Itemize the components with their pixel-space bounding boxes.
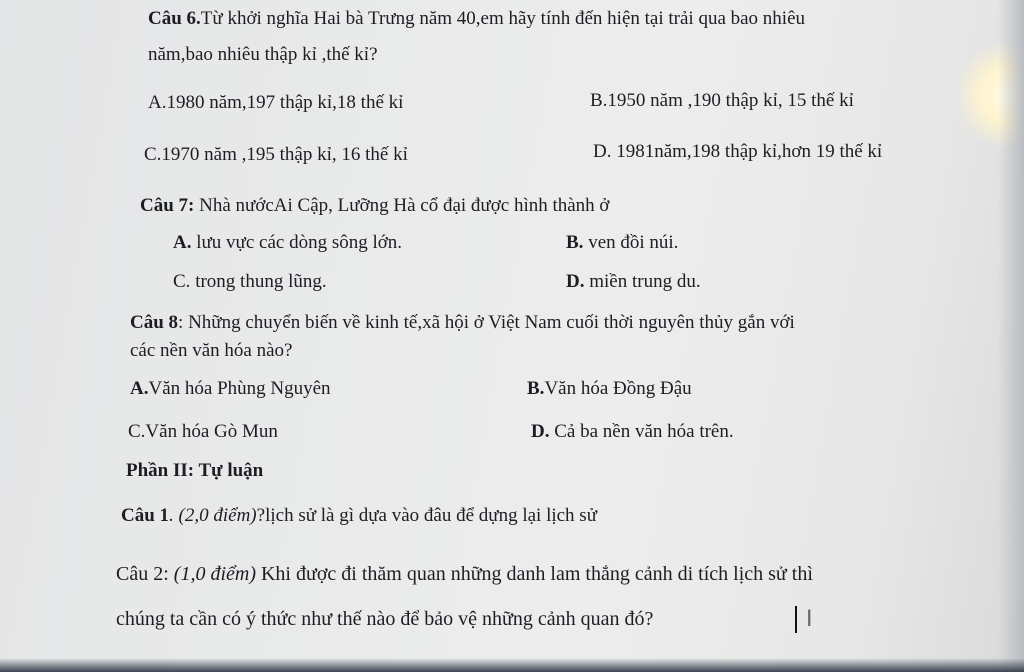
option-key: D. bbox=[531, 421, 550, 442]
option-key: D. bbox=[566, 271, 585, 292]
option-text: miền trung du. bbox=[584, 271, 701, 292]
essay-1-text: ?lịch sử là gì dựa vào đâu để dựng lại lịch sử bbox=[256, 505, 597, 526]
question-7-text: Nhà nướcAi Cập, Lưỡng Hà cổ đại được hình thành ở bbox=[194, 195, 610, 216]
question-8-line1 bbox=[130, 312, 795, 334]
option-text: ven đồi núi. bbox=[583, 232, 679, 253]
question-7-label: Câu 7: bbox=[140, 195, 195, 216]
option-text: trong thung lũng. bbox=[190, 271, 327, 292]
essay-2-label: Câu 2: bbox=[116, 563, 174, 585]
option-key: C. bbox=[173, 271, 191, 292]
screen-bottom-edge bbox=[0, 658, 1024, 672]
paper-edge-shadow bbox=[998, 0, 1024, 672]
question-7-option-a bbox=[173, 232, 402, 254]
question-6-line2: năm,bao nhiêu thập kỉ ,thế kỉ? bbox=[148, 44, 378, 65]
option-key: B. bbox=[566, 232, 584, 253]
option-key: A. bbox=[130, 378, 149, 399]
question-6-option-b: B.1950 năm ,190 thập kỉ, 15 thế kỉ bbox=[590, 90, 854, 111]
question-8-label: Câu 8 bbox=[130, 312, 179, 333]
question-7-option-b bbox=[566, 232, 678, 254]
ibeam-pointer-icon: I bbox=[806, 607, 813, 632]
essay-1-label: Câu 1 bbox=[121, 505, 170, 526]
question-6-option-c: C.1970 năm ,195 thập kỉ, 16 thế kỉ bbox=[144, 144, 408, 165]
question-8-text: : Những chuyển biến về kinh tế,xã hội ở Việt Nam cuối thời nguyên thủy gắn với bbox=[178, 312, 795, 333]
part-2-heading: Phần II: Tự luận bbox=[126, 460, 264, 481]
essay-2-line1 bbox=[116, 563, 813, 585]
option-key: A. bbox=[173, 232, 192, 253]
essay-2-line2: chúng ta cần có ý thức như thế nào để bảo vệ những cảnh quan đó? bbox=[116, 608, 654, 630]
question-8-line2: các nền văn hóa nào? bbox=[130, 340, 293, 361]
question-8-option-c: C.Văn hóa Gò Mun bbox=[128, 421, 278, 442]
question-7-option-c bbox=[173, 271, 327, 293]
option-text: Văn hóa Phùng Nguyên bbox=[148, 378, 331, 399]
question-8-option-b bbox=[527, 378, 692, 400]
essay-2-score: (1,0 điểm) bbox=[173, 563, 256, 585]
question-6-text: Từ khởi nghĩa Hai bà Trưng năm 40,em hãy tính đến hiện tại trải qua bao nhiêu bbox=[200, 8, 806, 29]
option-text: Cả ba nền văn hóa trên. bbox=[549, 421, 734, 442]
question-6-option-a: A.1980 năm,197 thập kỉ,18 thế kỉ bbox=[148, 92, 404, 113]
option-text: lưu vực các dòng sông lớn. bbox=[191, 232, 403, 253]
text-cursor-icon bbox=[795, 606, 797, 633]
option-text: Văn hóa Đồng Đậu bbox=[544, 378, 692, 399]
question-7-line bbox=[140, 195, 609, 217]
question-6-line1 bbox=[148, 8, 805, 30]
question-6-label: Câu 6. bbox=[148, 8, 201, 29]
question-7-option-d bbox=[566, 271, 701, 293]
essay-2-text: Khi được đi thăm quan những danh lam thắng cảnh di tích lịch sử thì bbox=[255, 563, 813, 585]
essay-1-score: . (2,0 điểm) bbox=[169, 505, 257, 526]
question-8-option-d bbox=[531, 421, 734, 443]
option-key: B. bbox=[527, 378, 545, 399]
question-8-option-a bbox=[130, 378, 331, 400]
essay-1-line bbox=[121, 505, 597, 527]
question-6-option-d: D. 1981năm,198 thập kỉ,hơn 19 thế kỉ bbox=[593, 141, 883, 162]
